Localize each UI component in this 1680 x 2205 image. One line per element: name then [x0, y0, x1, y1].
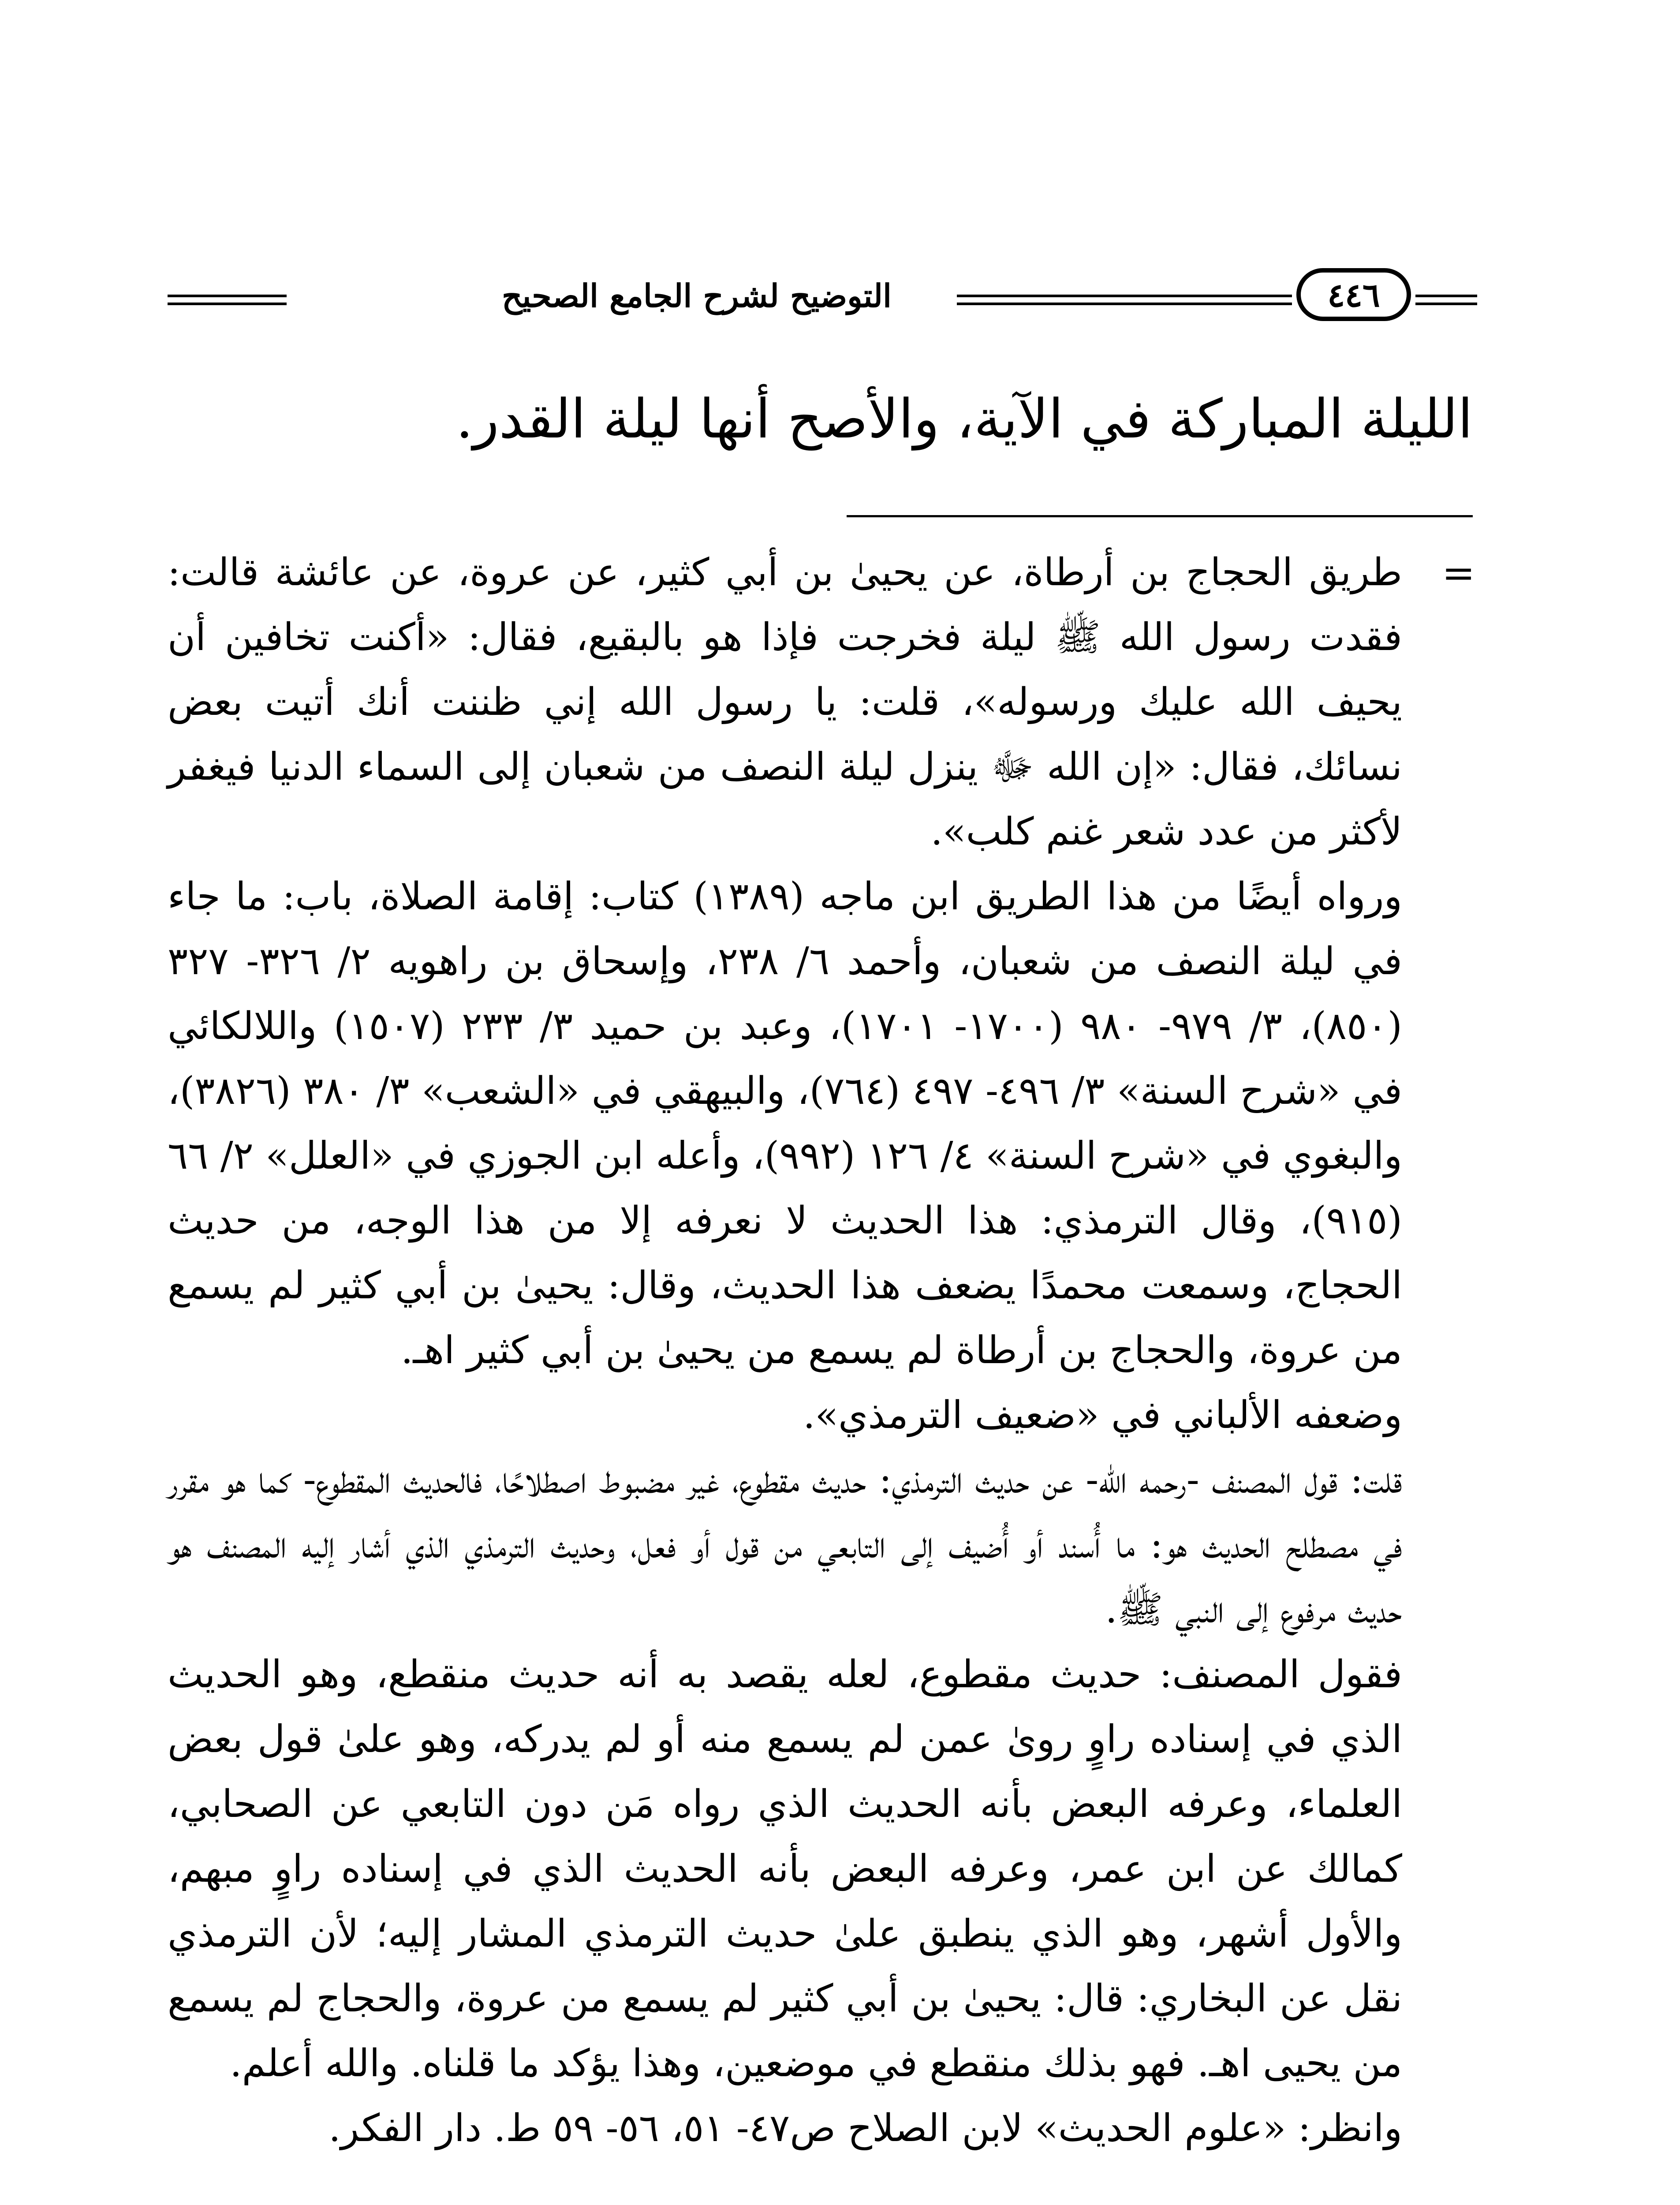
header-rule-left-top	[168, 295, 287, 297]
header-rule-right-top	[1415, 295, 1477, 297]
footnote-continuation-mark-top: =	[1442, 550, 1475, 596]
running-header	[168, 252, 1477, 340]
footnotes	[168, 540, 1402, 2161]
header-rule-middle-bottom	[957, 303, 1292, 305]
footnote-paragraph: وانظر: «علوم الحديث» لابن الصلاح ص٤٧- ٥١، ٥٦- ٥٩ ط. دار الفكر.	[329, 2106, 1402, 2150]
header-rule-right-bottom	[1415, 303, 1477, 305]
footnote-paragraph: فقول المصنف: حديث مقطوع، لعله يقصد به أنه حديث منقطع، وهو الحديث الذي في إسناده راوٍ روىٰ عمن لم يسمع منه أو لم يدركه، وهو علىٰ قول بعض العلماء، وعرفه البعض بأنه الحديث الذي رواه مَن دون التابعي عن الصحابي، كمالك عن ابن عمر، وعرفه البعض بأنه الحديث الذي في إسناده راوٍ مبهم، والأول أشهر، وهو الذي ينطبق علىٰ حديث الترمذي المشار إليه؛ لأن الترمذي نقل عن البخاري: قال: يحيىٰ بن أبي كثير لم يسمع من عروة، والحجاج لم يسمع من يحيى اهـ. فهو بذلك منقطع في موضعين، وهذا يؤكد ما قلناه. والله أعلم.	[168, 1652, 1403, 2085]
page-number-badge	[1296, 268, 1411, 321]
header-rule-middle-top	[957, 295, 1292, 297]
footnote-separator	[847, 515, 1473, 517]
footnote-paragraph: طريق الحجاج بن أرطاة، عن يحيىٰ بن أبي كثير، عن عروة، عن عائشة قالت: فقدت رسول الله ﷺ ليلة فخرجت فإذا هو بالبقيع، فقال: «أكنت تخافين أن يحيف الله عليك ورسوله»، قلت: يا رسول الله إني ظننت أنك أتيت بعض نسائك، فقال: «إن الله ﷻ ينزل ليلة النصف من شعبان إلى السماء الدنيا فيغفر لأكثر من عدد شعر غنم كلب».	[168, 550, 1402, 854]
header-rule-left-bottom	[168, 303, 287, 305]
footnote-paragraph: ورواه أيضًا من هذا الطريق ابن ماجه (١٣٨٩) كتاب: إقامة الصلاة، باب: ما جاء في ليلة النصف من شعبان، وأحمد ٦/ ٢٣٨، وإسحاق بن راهويه ٢/ ٣٢٦- ٣٢٧ (٨٥٠)، ٣/ ٩٧٩- ٩٨٠ (١٧٠٠- ١٧٠١)، وعبد بن حميد ٣/ ٢٣٣ (١٥٠٧) واللالكائي في «شرح السنة» ٣/ ٤٩٦- ٤٩٧ (٧٦٤)، والبيهقي في «الشعب» ٣/ ٣٨٠ (٣٨٢٦)، والبغوي في «شرح السنة» ٤/ ١٢٦ (٩٩٢)، وأعله ابن الجوزي في «العلل» ٢/ ٦٦ (٩١٥)، وقال الترمذي: هذا الحديث لا نعرفه إلا من هذا الوجه، من حديث الحجاج، وسمعت محمدًا يضعف هذا الحديث، وقال: يحيىٰ بن أبي كثير لم يسمع من عروة، والحجاج بن أرطاة لم يسمع من يحيىٰ بن أبي كثير اهـ.	[168, 875, 1403, 1372]
page-number: ٤٤٦	[1327, 277, 1380, 314]
footnote-paragraph: قلت: قول المصنف -رحمه الله- عن حديث الترمذي: حديث مقطوع، غير مضبوط اصطلاحًا، فالحديث المقطوع- كما هو مقرر في مصطلح الحديث هو: ما أُسند أو أُضيف إلى التابعي من قول أو فعل، وحديث الترمذي الذي أشار إليه المصنف هو حديث مرفوع إلى النبي ﷺ.	[168, 1458, 1402, 1632]
running-title: التوضيح لشرح الجامع الصحيح	[501, 277, 892, 314]
main-text-line: الليلة المباركة في الآية، والأصح أنها ليلة القدر.	[455, 388, 1473, 450]
footnote-paragraph: وضعفه الألباني في «ضعيف الترمذي».	[803, 1393, 1402, 1437]
